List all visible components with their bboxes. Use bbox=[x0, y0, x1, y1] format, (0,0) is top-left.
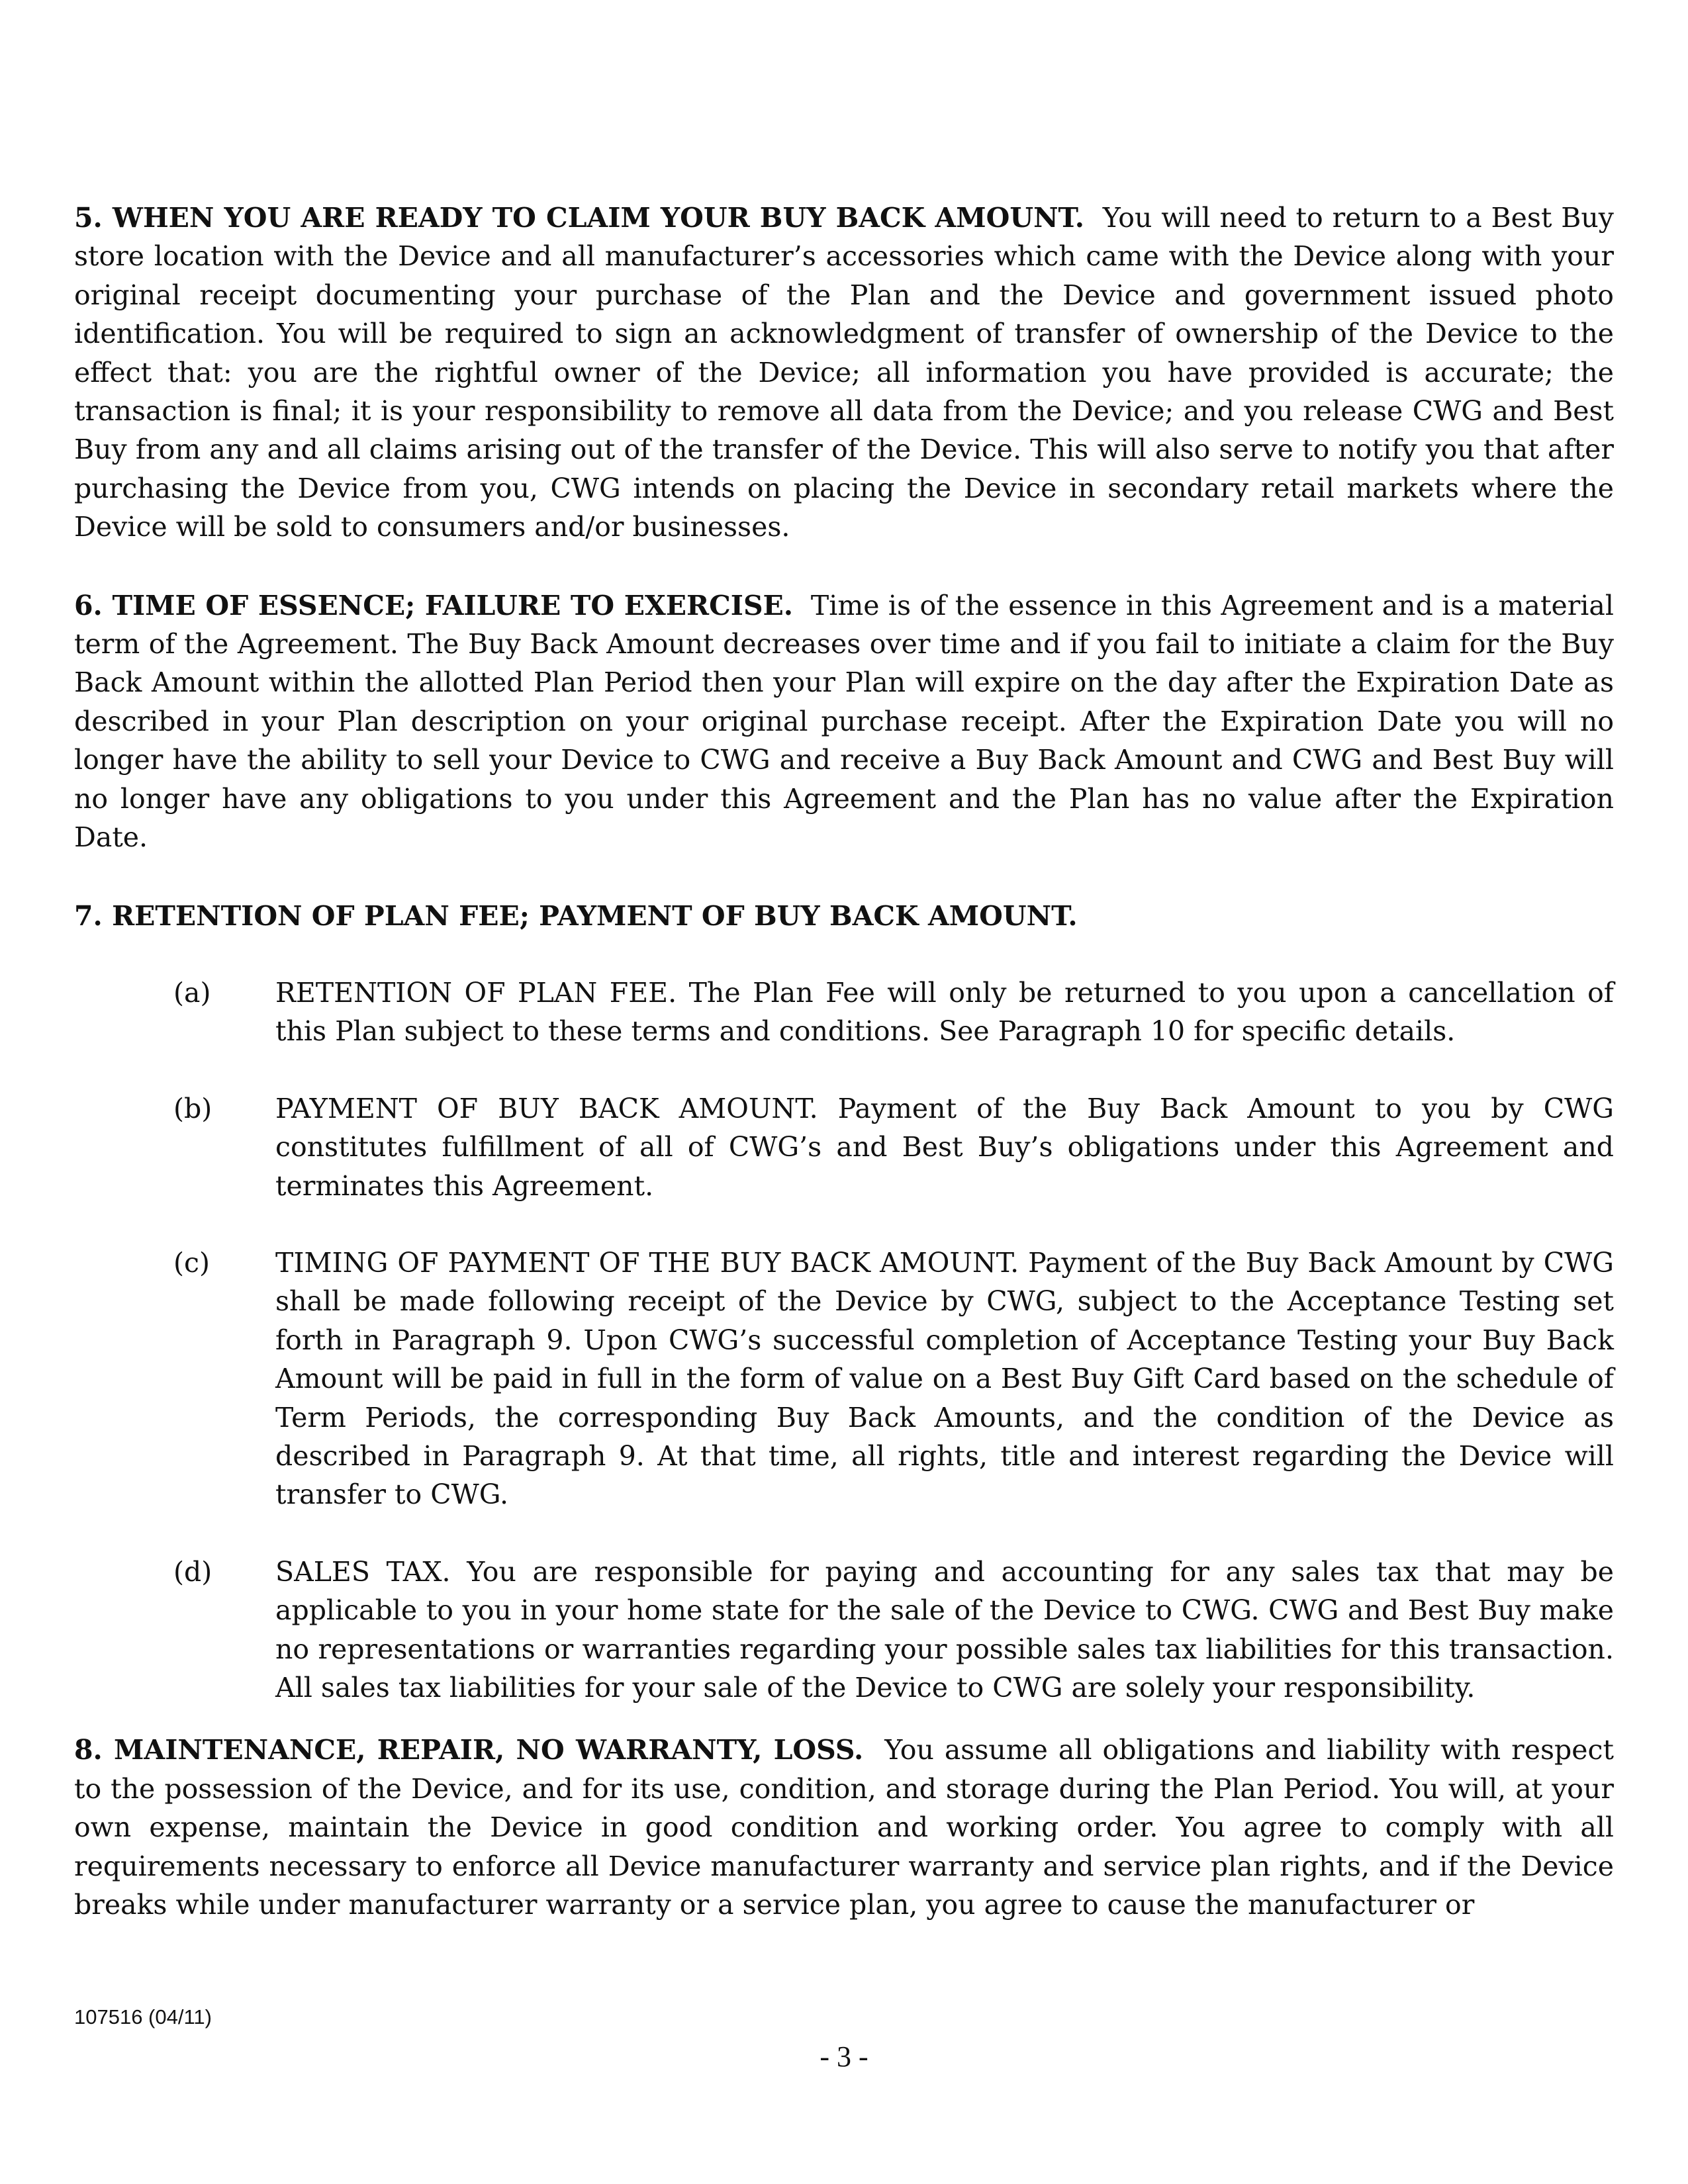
item-label: (d) bbox=[173, 1555, 212, 1588]
item-label: (c) bbox=[173, 1246, 210, 1279]
section-8 bbox=[74, 1731, 1614, 1924]
item-text: SALES TAX. You are responsible for paying and accounting for any sales tax that may be applicable to you in your home state for the sale of the Device to CWG. CWG and Best Buy make no representations or warranties regarding your possible sales tax liabilities for this transaction. All sales tax liabilities for your sale of the Device to CWG are solely your responsibility. bbox=[275, 1555, 1614, 1704]
section-6-body: Time is of the essence in this Agreement and is a material term of the Agreement. The Buy Back Amount decreases over time and if you fail to initiate a claim for the Buy Back Amount within the allotted Plan Period then your Plan will expire on the day after the Expiration Date as described in your Plan description on your original purchase receipt. After the Expiration Date you will no longer have the ability to sell your Device to CWG and receive a Buy Back Amount and CWG and Best Buy will no longer have any obligations to you under this Agreement and the Plan has no value after the Expiration Date. bbox=[74, 589, 1614, 854]
section-7-item-b bbox=[74, 1089, 1614, 1205]
page-number: - 3 - bbox=[820, 2040, 868, 2073]
section-6-heading: 6. TIME OF ESSENCE; FAILURE TO EXERCISE. bbox=[74, 589, 794, 621]
section-7-item-a bbox=[74, 974, 1614, 1051]
section-7-item-d bbox=[74, 1553, 1614, 1707]
section-8-heading: 8. MAINTENANCE, REPAIR, NO WARRANTY, LOSS. bbox=[74, 1734, 864, 1766]
section-7-heading: 7. RETENTION OF PLAN FEE; PAYMENT OF BUY BACK AMOUNT. bbox=[74, 899, 1078, 932]
item-text: TIMING OF PAYMENT OF THE BUY BACK AMOUNT. Payment of the Buy Back Amount by CWG shall be made following receipt of the Device by CWG, subject to the Acceptance Testing set forth in Paragraph 9. Upon CWG’s successful completion of Acceptance Testing your Buy Back Amount will be paid in full in the form of value on a Best Buy Gift Card based on the schedule of Term Periods, the corresponding Buy Back Amounts, and the condition of the Device as described in Paragraph 9. At that time, all rights, title and interest regarding the Device will transfer to CWG. bbox=[275, 1246, 1614, 1511]
document-body bbox=[74, 199, 1614, 1924]
item-text: PAYMENT OF BUY BACK AMOUNT. Payment of the Buy Back Amount to you by CWG constitutes fulfillment of all of CWG’s and Best Buy’s obligations under this Agreement and terminates this Agreement. bbox=[275, 1092, 1614, 1202]
section-6 bbox=[74, 586, 1614, 857]
form-number: 107516 (04/11) bbox=[74, 2005, 212, 2028]
section-5 bbox=[74, 199, 1614, 547]
item-label: (a) bbox=[173, 976, 211, 1009]
section-7 bbox=[74, 897, 1614, 935]
section-8-body: You assume all obligations and liability with respect to the possession of the Device, and for its use, condition, and storage during the Plan Period. You will, at your own expense, maintain the Device in good condition and working order. You agree to comply with all requirements necessary to enforce all Device manufacturer warranty and service plan rights, and if the Device breaks while under manufacturer warranty or a service plan, you agree to cause the manufacturer or bbox=[74, 1734, 1614, 1921]
item-label: (b) bbox=[173, 1092, 212, 1124]
section-5-heading: 5. WHEN YOU ARE READY TO CLAIM YOUR BUY BACK AMOUNT. bbox=[74, 202, 1085, 234]
item-text: RETENTION OF PLAN FEE. The Plan Fee will only be returned to you upon a cancellation of this Plan subject to these terms and conditions. See Paragraph 10 for specific details. bbox=[275, 976, 1614, 1048]
section-5-body: You will need to return to a Best Buy store location with the Device and all manufacturer’s accessories which came with the Device along with your original receipt documenting your purchase of the Plan and the Device and government issued photo identification. You will be required to sign an acknowledgment of transfer of ownership of the Device to the effect that: you are the rightful owner of the Device; all information you have provided is accurate; the transaction is final; it is your responsibility to remove all data from the Device; and you release CWG and Best Buy from any and all claims arising out of the transfer of the Device. This will also serve to notify you that after purchasing the Device from you, CWG intends on placing the Device in secondary retail markets where the Device will be sold to consumers and/or businesses. bbox=[74, 202, 1614, 543]
section-7-item-c bbox=[74, 1244, 1614, 1514]
